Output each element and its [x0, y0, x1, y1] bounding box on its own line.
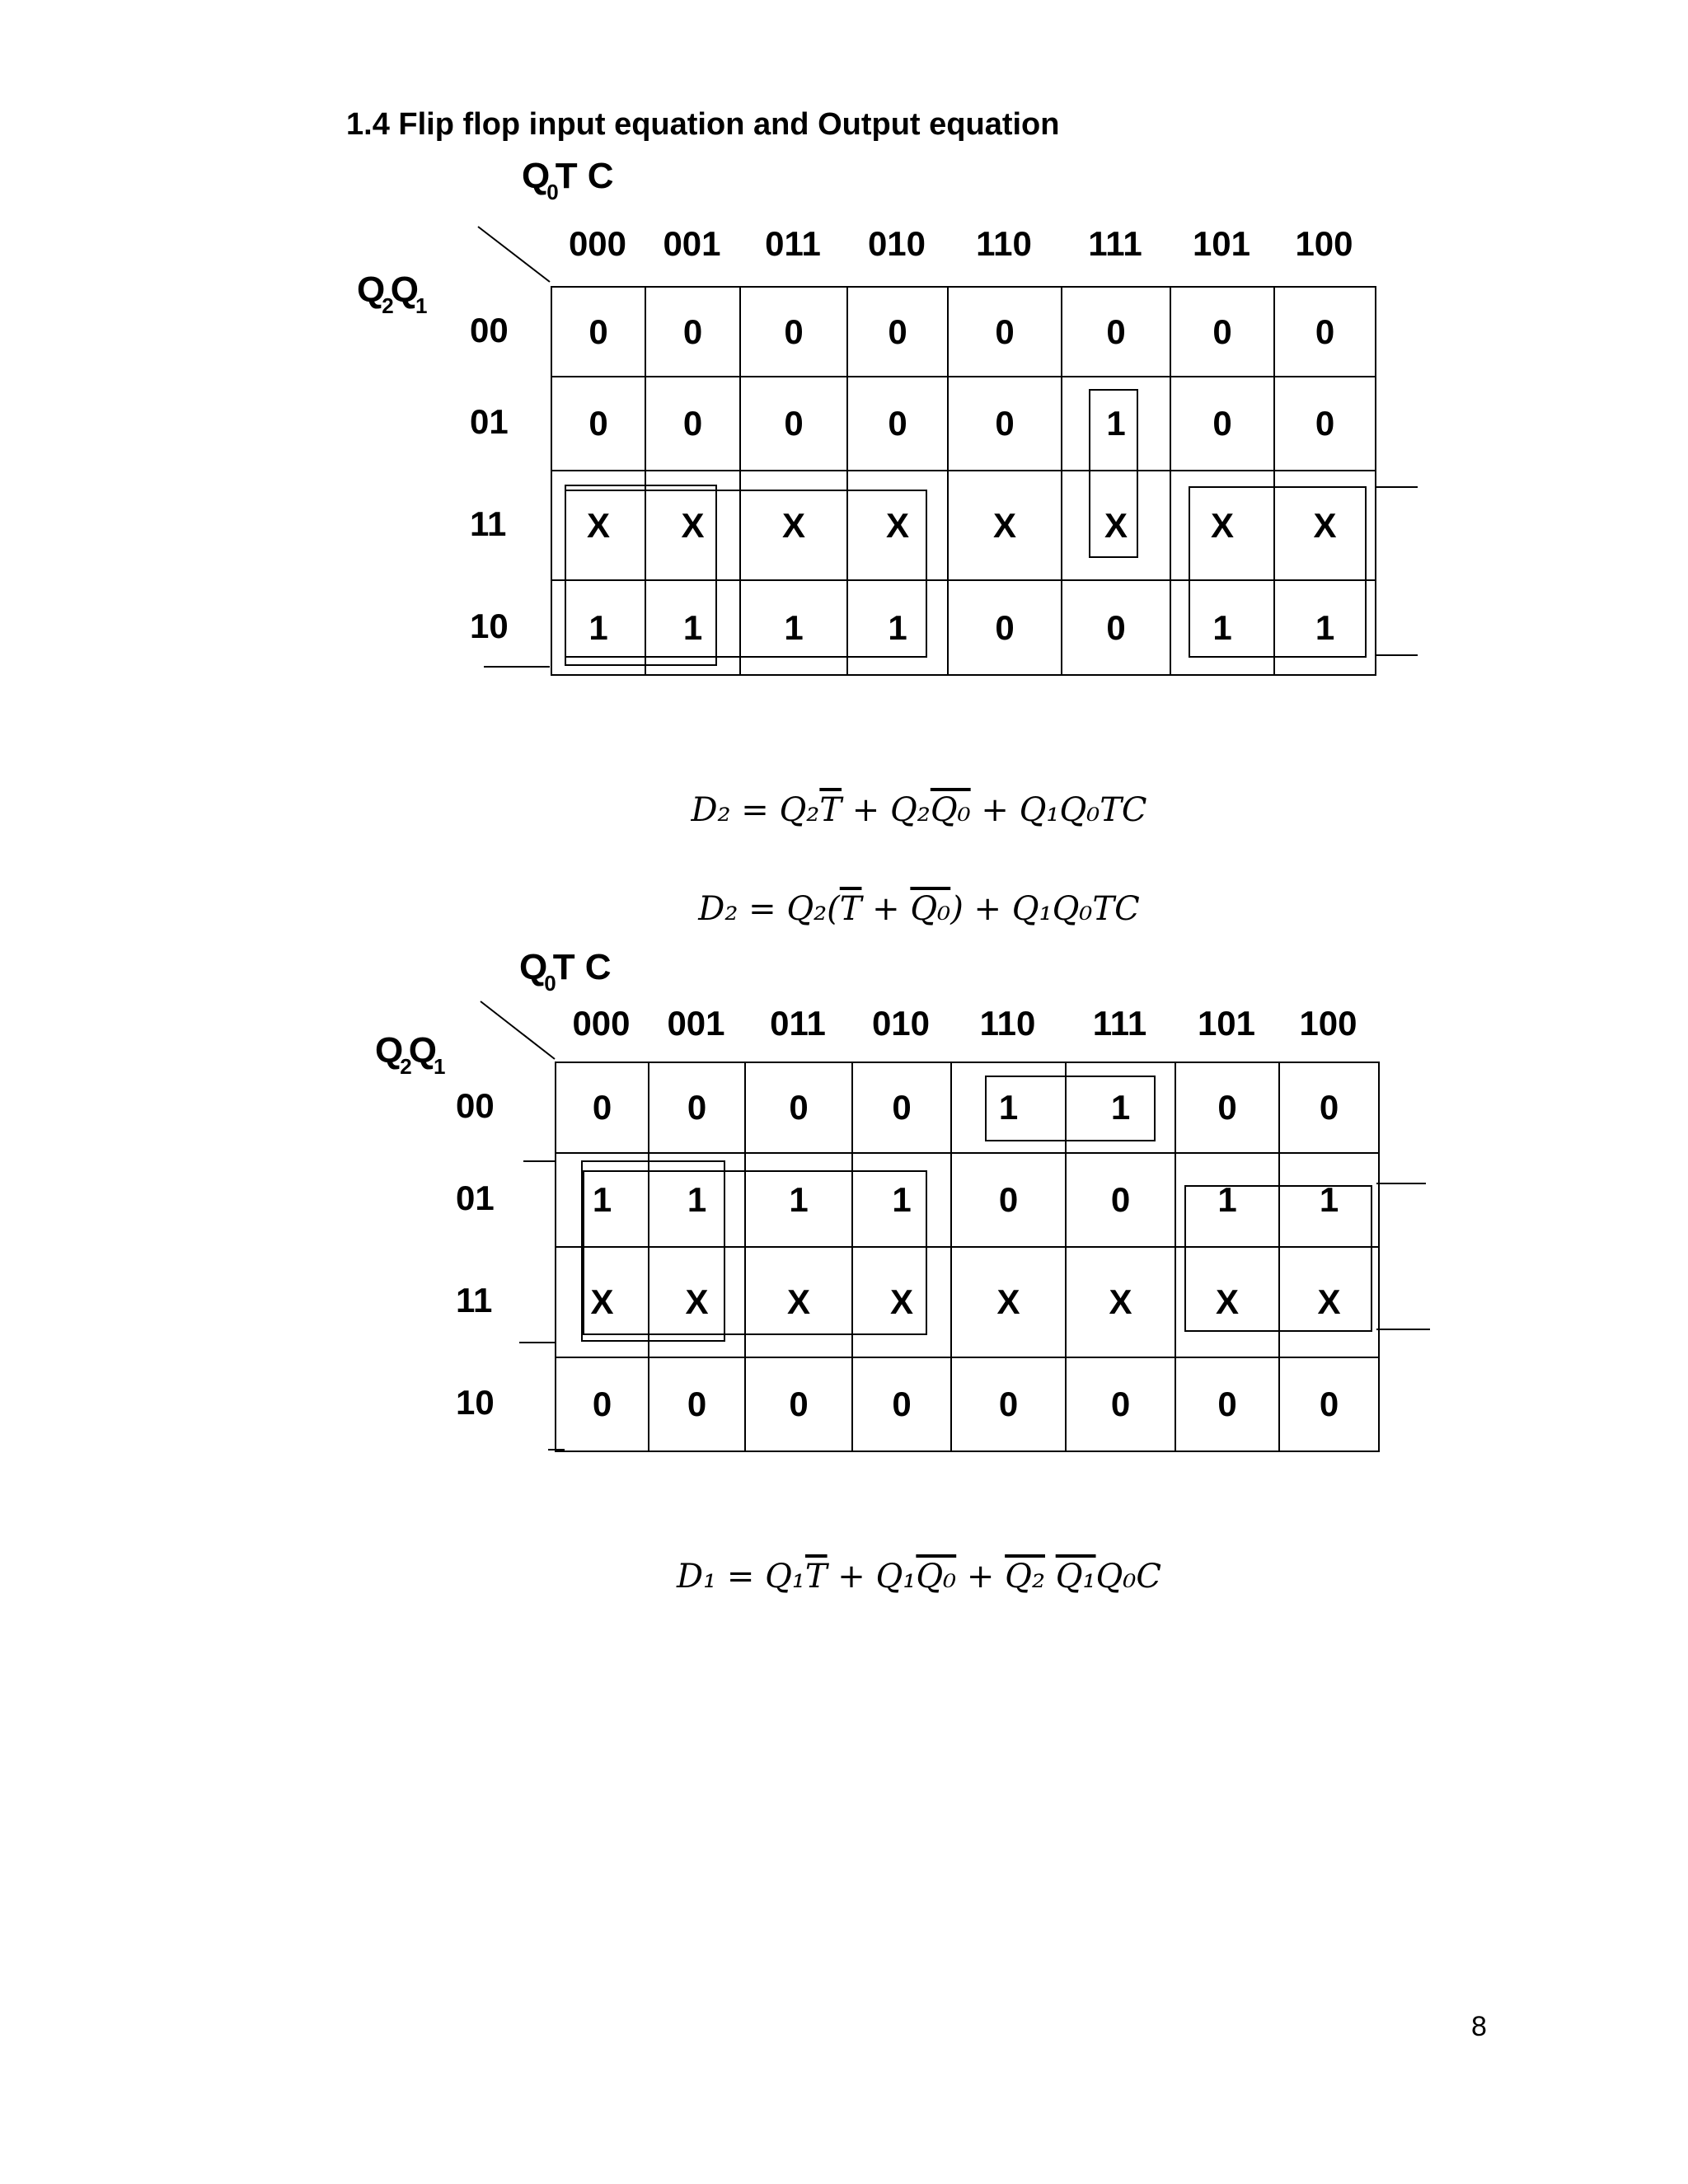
kmap1-cell: 1 — [739, 579, 848, 676]
kmap1-cell: X — [1061, 470, 1171, 581]
kmap2-column-header: 111 — [1092, 1004, 1147, 1043]
kmap2-cell: X — [851, 1246, 952, 1358]
kmap1-cell: 0 — [1273, 376, 1376, 471]
kmap1-cell: 0 — [846, 376, 949, 471]
kmap1-cell: 0 — [1170, 376, 1275, 471]
kmap2-cell: 1 — [555, 1152, 649, 1248]
kmap2-cell: 1 — [1175, 1152, 1280, 1248]
kmap2-cell: X — [555, 1246, 649, 1358]
kmap-2-extension-line — [523, 1160, 556, 1162]
kmap1-row-label: 11 — [470, 504, 507, 543]
kmap1-cell: X — [1170, 470, 1275, 581]
kmap2-cell: X — [744, 1246, 853, 1358]
kmap2-cell: 0 — [555, 1357, 649, 1452]
kmap1-cell: X — [551, 470, 646, 581]
kmap1-cell: 0 — [846, 286, 949, 377]
kmap2-cell: 0 — [851, 1062, 952, 1154]
kmap1-cell: 1 — [551, 579, 646, 676]
kmap-2-extension-line — [519, 1342, 556, 1343]
kmap1-column-header: 000 — [568, 224, 627, 263]
kmap2-column-header: 001 — [667, 1004, 725, 1043]
kmap1-cell: 0 — [551, 376, 646, 471]
kmap-2-diagonal-divider — [476, 997, 559, 1063]
kmap1-cell: 0 — [947, 579, 1062, 676]
kmap2-cell: 0 — [1065, 1357, 1176, 1452]
kmap2-cell: X — [1065, 1246, 1176, 1358]
kmap-1-top-variable: $Q_0T$ C — [522, 156, 614, 204]
kmap2-column-header: 010 — [871, 1004, 931, 1043]
kmap1-column-header: 110 — [976, 224, 1032, 263]
kmap2-cell: 1 — [1278, 1152, 1380, 1248]
kmap1-cell: X — [947, 470, 1062, 581]
kmap-2-extension-line — [1376, 1183, 1426, 1184]
kmap2-cell: 0 — [950, 1357, 1067, 1452]
kmap2-cell: 0 — [1065, 1152, 1176, 1248]
kmap1-cell: X — [1273, 470, 1376, 581]
kmap2-row-label: 11 — [456, 1281, 493, 1319]
kmap-2-side-variable: $Q_2Q_1$ — [375, 1030, 446, 1079]
kmap1-cell: 0 — [645, 286, 741, 377]
kmap2-column-header: 000 — [572, 1004, 631, 1043]
kmap-2-group-row01-quad — [583, 1170, 927, 1335]
equation-d2-expanded: $D_2 = Q_2\overline{T} + Q_2Q_0 + Q_1Q_0TC$ — [691, 791, 1147, 829]
kmap1-cell: 0 — [739, 376, 848, 471]
kmap2-cell: 0 — [648, 1062, 746, 1154]
kmap1-cell: 0 — [947, 376, 1062, 471]
kmap-2-top-variable: $Q_0T$ C — [519, 947, 612, 996]
kmap1-cell: 1 — [1170, 579, 1275, 676]
kmap-1-side-variable: $Q_2Q_1$ — [357, 269, 428, 318]
kmap1-column-header: 001 — [663, 224, 721, 263]
kmap2-cell: 0 — [744, 1062, 853, 1154]
kmap2-cell: 1 — [1065, 1062, 1176, 1154]
kmap1-cell: 0 — [645, 376, 741, 471]
kmap2-cell: X — [950, 1246, 1067, 1358]
kmap2-cell: X — [1175, 1246, 1280, 1358]
kmap2-cell: 0 — [555, 1062, 649, 1154]
kmap-2-extension-line — [1376, 1329, 1430, 1330]
kmap2-row-label: 00 — [456, 1086, 495, 1125]
kmap2-column-header: 101 — [1197, 1004, 1256, 1043]
kmap2-cell: 0 — [648, 1357, 746, 1452]
kmap1-cell: 0 — [1061, 286, 1171, 377]
kmap1-cell: 1 — [645, 579, 741, 676]
kmap2-cell: 0 — [851, 1357, 952, 1452]
kmap2-cell: 0 — [1175, 1357, 1280, 1452]
kmap2-cell: X — [648, 1246, 746, 1358]
kmap1-cell: 1 — [1061, 376, 1171, 471]
equation-d2-factored: $D_2 = Q_2(\overline{T} + Q_0) + Q_1Q_0TC$ — [698, 890, 1140, 928]
kmap2-cell: 1 — [744, 1152, 853, 1248]
kmap1-cell: 0 — [947, 286, 1062, 377]
kmap1-cell: 1 — [846, 579, 949, 676]
kmap1-cell: X — [846, 470, 949, 581]
kmap2-cell: 1 — [851, 1152, 952, 1248]
kmap2-column-header: 110 — [979, 1004, 1036, 1043]
kmap1-row-label: 10 — [470, 606, 509, 645]
kmap1-column-header: 101 — [1192, 224, 1251, 263]
kmap-2-group-right-pair — [1184, 1185, 1372, 1332]
kmap1-cell: 0 — [551, 286, 646, 377]
kmap1-cell: X — [645, 470, 741, 581]
kmap2-cell: 0 — [950, 1152, 1067, 1248]
kmap1-cell: 0 — [1273, 286, 1376, 377]
page-number: 8 — [1471, 2011, 1487, 2042]
kmap2-row-label: 10 — [456, 1383, 495, 1422]
equation-d1: $D_1 = Q_1\overline{T} + Q_1Q_0 + Q_2$ Q₁Q₀C — [677, 1558, 1161, 1596]
kmap2-cell: 0 — [1278, 1357, 1380, 1452]
kmap1-cell: X — [739, 470, 848, 581]
kmap2-cell: 0 — [1278, 1062, 1380, 1154]
kmap2-cell: 1 — [648, 1152, 746, 1248]
kmap-2-group-top-pair — [985, 1076, 1156, 1141]
kmap1-column-header: 010 — [867, 224, 926, 263]
kmap2-row-label: 01 — [456, 1179, 495, 1217]
kmap1-cell: 0 — [1170, 286, 1275, 377]
kmap1-column-header: 111 — [1088, 224, 1142, 263]
kmap1-cell: 0 — [739, 286, 848, 377]
kmap2-cell: 1 — [950, 1062, 1067, 1154]
kmap2-column-header: 100 — [1299, 1004, 1357, 1043]
section-heading: 1.4 Flip flop input equation and Output equation — [346, 107, 1060, 142]
kmap2-cell: X — [1278, 1246, 1380, 1358]
kmap1-row-label: 01 — [470, 402, 509, 441]
kmap2-cell: 0 — [744, 1357, 853, 1452]
kmap1-cell: 1 — [1273, 579, 1376, 676]
kmap2-column-header: 011 — [770, 1004, 826, 1043]
kmap1-cell: 0 — [1061, 579, 1171, 676]
kmap1-column-header: 100 — [1295, 224, 1353, 263]
kmap-2-extension-line — [548, 1449, 565, 1451]
kmap1-column-header: 011 — [765, 224, 821, 263]
kmap2-cell: 0 — [1175, 1062, 1280, 1154]
kmap1-row-label: 00 — [470, 310, 509, 349]
